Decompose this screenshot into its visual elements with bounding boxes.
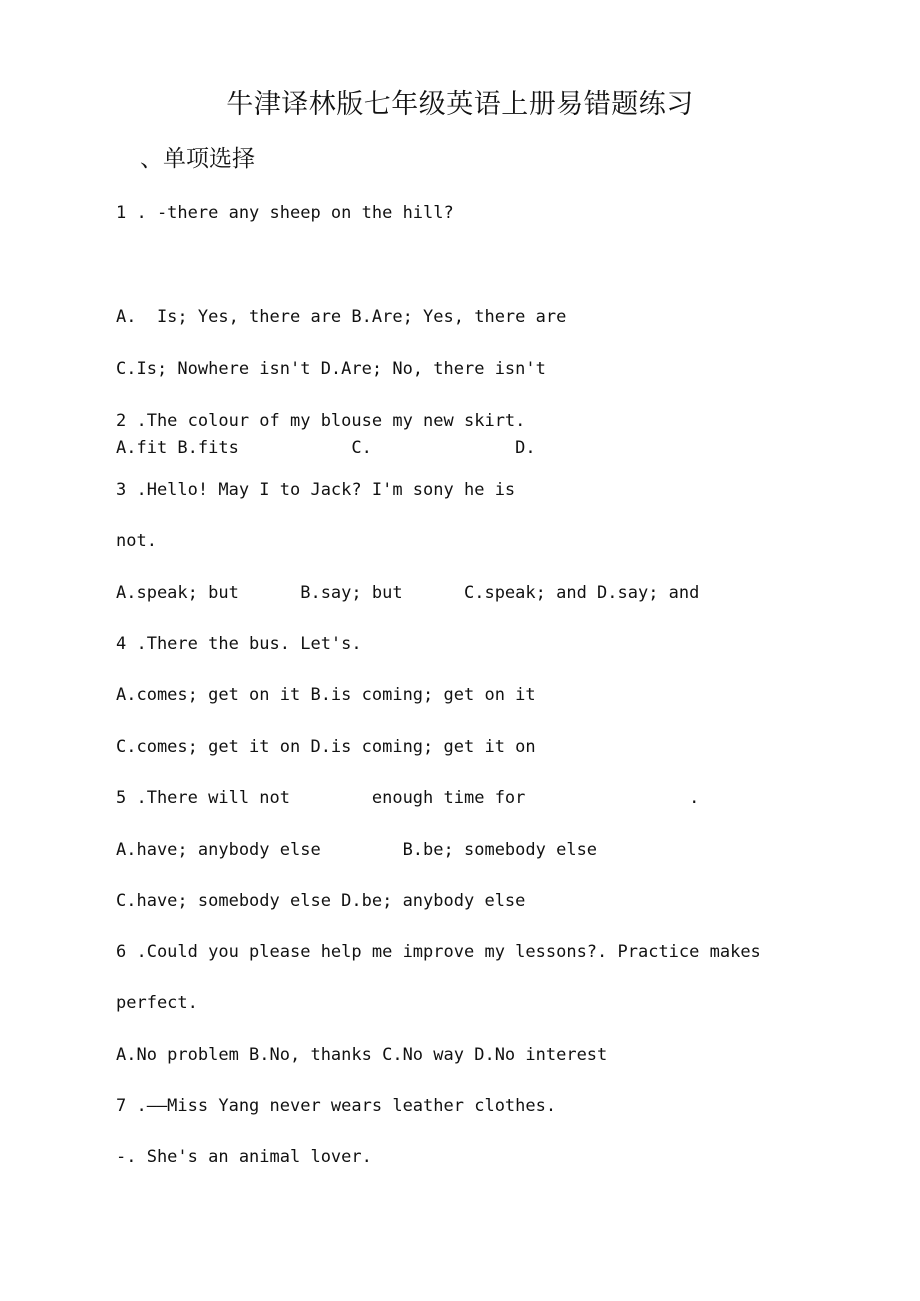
section-heading: 、单项选择 [140, 146, 255, 172]
question-3: 3 .Hello! May I to Jack? I'm sony he is [116, 480, 516, 500]
question-2-options: A.fit B.fits C. D. [116, 438, 536, 458]
question-5: 5 .There will not enough time for . [116, 788, 700, 808]
question-4-options-ab: A.comes; get on it B.is coming; get on it [116, 685, 536, 705]
question-6-options: A.No problem B.No, thanks C.No way D.No interest [116, 1045, 608, 1065]
question-3-options: A.speak; but B.say; but C.speak; and D.say; and [116, 583, 700, 603]
question-1-options-cd: C.Is; Nowhere isn't D.Are; No, there isn't [116, 359, 546, 379]
question-6: 6 .Could you please help me improve my lessons?. Practice makes [116, 942, 761, 962]
question-4-options-cd: C.comes; get it on D.is coming; get it on [116, 737, 536, 757]
question-7: 7 .——Miss Yang never wears leather clothes. [116, 1096, 557, 1116]
document-title: 牛津译林版七年级英语上册易错题练习 [226, 89, 694, 120]
question-1: 1 . -there any sheep on the hill? [116, 203, 454, 223]
question-3-continuation: not. [116, 531, 157, 551]
question-5-options-cd: C.have; somebody else D.be; anybody else [116, 891, 526, 911]
question-7-reply: -. She's an animal lover. [116, 1147, 372, 1167]
question-2: 2 .The colour of my blouse my new skirt. [116, 411, 526, 431]
question-4: 4 .There the bus. Let's. [116, 634, 362, 654]
question-1-options-ab: A. Is; Yes, there are B.Are; Yes, there are [116, 307, 567, 327]
question-6-continuation: perfect. [116, 993, 198, 1013]
question-5-options-ab: A.have; anybody else B.be; somebody else [116, 840, 598, 860]
